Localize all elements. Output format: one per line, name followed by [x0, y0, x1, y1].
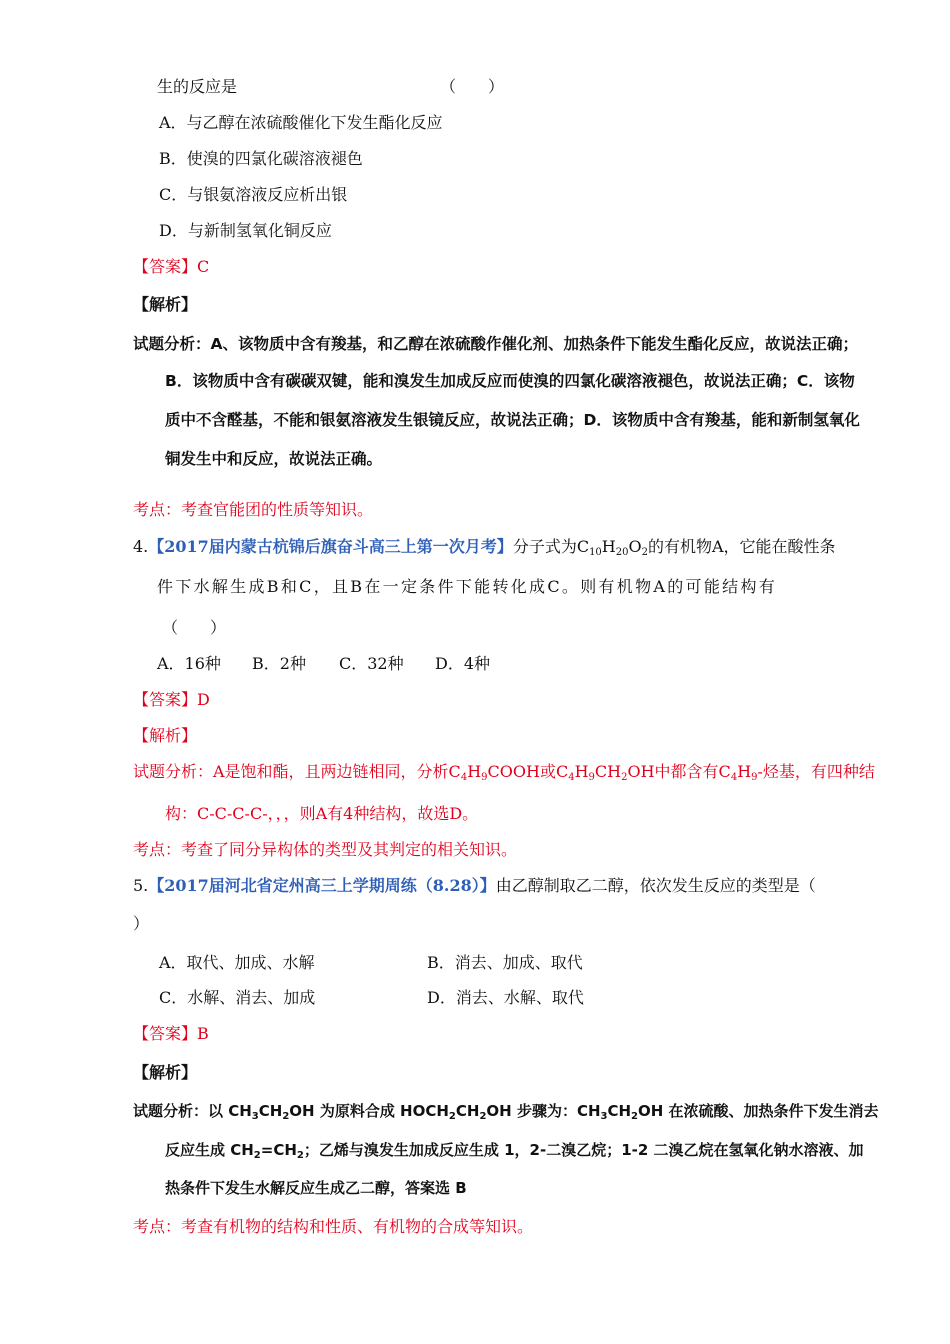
- q5-analysis-line-2: [165, 1140, 864, 1160]
- q4-sub: 9: [588, 772, 595, 783]
- q3-option-c: C．与银氨溶液反应析出银: [159, 185, 348, 204]
- q5-analysis-part: CH: [607, 1102, 632, 1120]
- q4-sub: 2: [621, 772, 628, 783]
- q4-sub: 9: [751, 772, 758, 783]
- q3-stem-end: [157, 77, 237, 97]
- answer-value: C: [197, 257, 210, 276]
- q5-stem-close: ）: [133, 914, 150, 933]
- q3-analysis-line-3: 质中不含醛基，不能和银氨溶液发生银镜反应，故说法正确；D．该物质中含有羧基，能和新制氢氧化: [165, 411, 860, 429]
- q4-number: 4.: [133, 537, 149, 556]
- q4-analysis-part: H: [574, 762, 589, 781]
- q4-stem-part: 的有机物A，它能在酸性条: [647, 537, 836, 556]
- q4-option-b: B．2种: [252, 654, 306, 673]
- q3-answer: [133, 257, 209, 277]
- q5-stem-line-1: [133, 876, 816, 896]
- q5-sub: 2: [448, 1111, 456, 1122]
- q5-sub: 2: [282, 1111, 290, 1122]
- q5-analysis-line-1: [133, 1101, 879, 1121]
- q4-analysis-part: 试题分析：A是饱和酯，且两边链相同，分析C: [133, 762, 461, 781]
- q4-analysis-part: OH中都含有C: [627, 762, 731, 781]
- q5-sub: 2: [296, 1150, 304, 1161]
- q5-analysis-part: OH 在浓硫酸、加热条件下发生消去: [638, 1102, 879, 1120]
- q4-stem-part: O: [628, 537, 642, 556]
- q4-analysis-part: H: [737, 762, 752, 781]
- q5-analysis-part: CH: [258, 1102, 283, 1120]
- q5-sub: 3: [600, 1111, 608, 1122]
- q5-stem: 由乙醇制取乙二醇，依次发生反应的类型是（: [495, 876, 816, 895]
- q5-option-b: B．消去、加成、取代: [427, 953, 583, 972]
- q5-source: 【2017届河北省定州高三上学期周练（8.28）】: [148, 876, 496, 895]
- q5-analysis-tag: 【解析】: [133, 1063, 198, 1082]
- q4-analysis-part: -烃基，有四种结: [757, 762, 875, 781]
- q4-analysis-part: CH: [594, 762, 622, 781]
- q3-option-d: D．与新制氢氧化铜反应: [159, 221, 332, 240]
- q4-sub: 20: [615, 547, 629, 558]
- q4-option-a: A．16种: [157, 654, 221, 673]
- answer-tag: 【答案】: [133, 257, 198, 276]
- q4-stem-line-2: 件下水解生成B和C，且B在一定条件下能转化成C。则有机物A的可能结构有: [157, 577, 778, 596]
- q4-analysis-part: COOH或C: [487, 762, 569, 781]
- q3-analysis-line-4: 铜发生中和反应，故说法正确。: [165, 450, 383, 468]
- q5-sub: 2: [479, 1111, 487, 1122]
- q4-stem-line-1: [133, 537, 836, 557]
- q5-option-d: D．消去、水解、取代: [427, 988, 584, 1007]
- q4-stem-part: 分子式为C: [512, 537, 590, 556]
- q5-option-a: A．取代、加成、水解: [159, 953, 315, 972]
- q4-stem-part: H: [601, 537, 616, 556]
- q4-sub: 9: [481, 772, 488, 783]
- answer-value: B: [197, 1024, 209, 1043]
- q4-option-c: C．32种: [339, 654, 404, 673]
- q5-analysis-part: 反应生成 CH: [165, 1141, 254, 1159]
- q4-sub: 2: [641, 547, 648, 558]
- q5-analysis-part: =CH: [260, 1141, 297, 1159]
- q4-sub: 4: [568, 772, 575, 783]
- q4-kaodian: 考点：考查了同分异构体的类型及其判定的相关知识。: [133, 840, 518, 859]
- q3-paren: （ ）: [440, 77, 505, 96]
- q4-analysis-line-1: [133, 762, 875, 782]
- q3-option-a: A．与乙醇在浓硫酸催化下发生酯化反应: [159, 113, 443, 132]
- q4-source: 【2017届内蒙古杭锦后旗奋斗高三上第一次月考】: [148, 537, 513, 556]
- q3-analysis-line-1: 试题分析：A、该物质中含有羧基，和乙醇在浓硫酸作催化剂、加热条件下能发生酯化反应，故说法正确；: [133, 335, 858, 353]
- q5-sub: 2: [253, 1150, 261, 1161]
- q4-sub: 10: [589, 547, 602, 558]
- q5-sub: 3: [251, 1111, 259, 1122]
- q3-stem-text: 生的反应是: [157, 77, 238, 96]
- q5-sub: 2: [631, 1111, 639, 1122]
- q5-kaodian: 考点：考查有机物的结构和性质、有机物的合成等知识。: [133, 1217, 534, 1236]
- q5-analysis-line-3: 热条件下发生水解反应生成乙二醇，答案选 B: [165, 1179, 467, 1197]
- answer-value: D: [197, 690, 210, 709]
- q5-analysis-part: 试题分析：以 CH: [133, 1102, 252, 1120]
- q3-analysis-line-2: B．该物质中含有碳碳双键，能和溴发生加成反应而使溴的四氯化碳溶液褪色，故说法正确；C．该物: [165, 372, 855, 390]
- q4-analysis-line-2: 构：C-C-C-C-，，，则A有4种结构，故选D。: [165, 804, 479, 823]
- q5-answer: [133, 1024, 209, 1044]
- q4-sub: 4: [730, 772, 738, 783]
- q5-analysis-part: OH 步骤为：CH: [486, 1102, 601, 1120]
- q4-answer: [133, 690, 210, 710]
- q4-paren: （ ）: [162, 618, 227, 637]
- q3-kaodian: 考点：考查官能团的性质等知识。: [133, 500, 374, 519]
- q4-analysis-part: H: [467, 762, 482, 781]
- q5-analysis-part: ；乙烯与溴发生加成反应生成 1，2-二溴乙烷；1-2 二溴乙烷在氢氧化钠水溶液、加: [303, 1141, 864, 1159]
- answer-tag: 【答案】: [133, 690, 198, 709]
- q5-analysis-part: OH 为原料合成 HOCH: [289, 1102, 449, 1120]
- q4-sub: 4: [460, 772, 468, 783]
- q4-analysis-tag: 【解析】: [133, 726, 198, 745]
- q5-number: 5.: [133, 876, 149, 895]
- q3-option-b: B．使溴的四氯化碳溶液褪色: [159, 149, 363, 168]
- answer-tag: 【答案】: [133, 1024, 198, 1043]
- q5-option-c: C．水解、消去、加成: [159, 988, 316, 1007]
- q4-option-d: D．4种: [435, 654, 491, 673]
- q3-analysis-tag: 【解析】: [133, 295, 198, 314]
- q5-analysis-part: CH: [455, 1102, 480, 1120]
